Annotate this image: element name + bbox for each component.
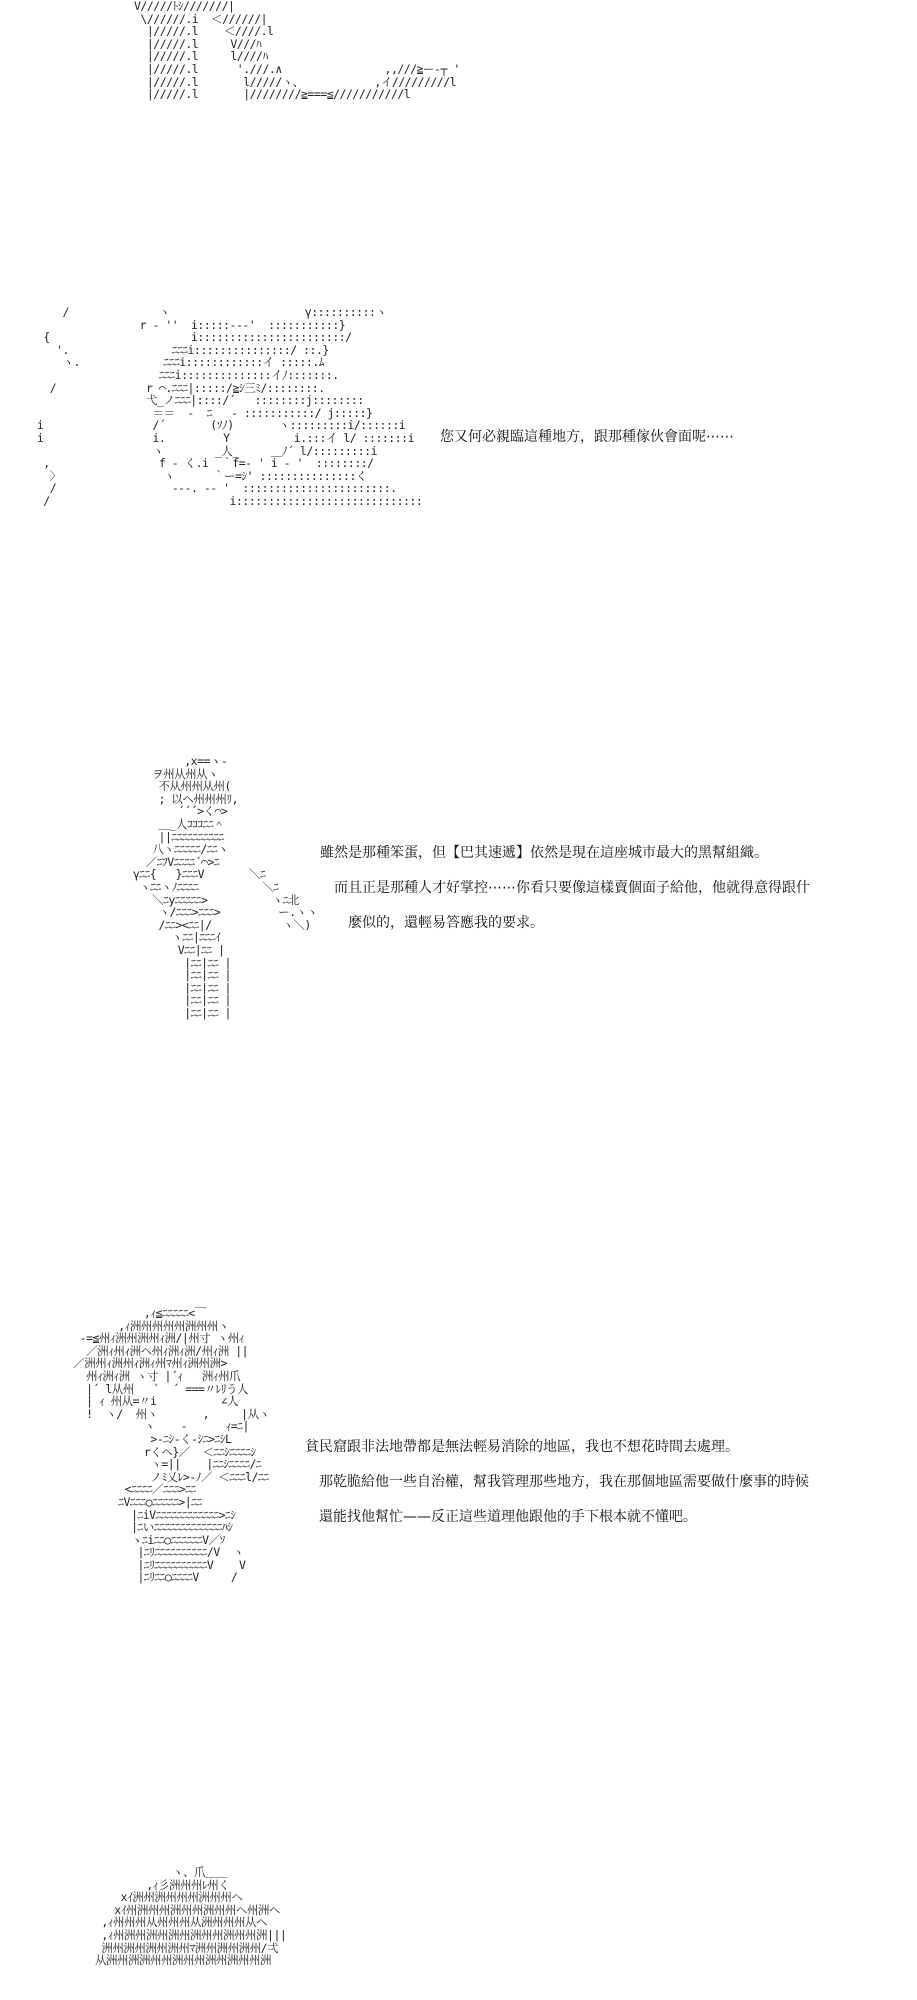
dialogue-line: 雖然是那種笨蛋，但【巴其速遞】依然是現在這座城市最大的黑幫組織。 [320,845,768,861]
dialogue-line: 那乾脆給他一些自治權，幫我管理那些地方，我在那個地區需要做什麼事的時候 [305,1474,809,1490]
ascii-art-figure: ヽ、爪＿＿ ,ｨ彡洲州州ﾚ州く xｲ洲州洲州州州洲州州ヘ xｲ州洲州州洲州州洲州州ヘ州洲ヘ ,ｨ州州州从州州州从洲州州州从ヘ ,ｨ州洲州洲州洲州洲州州洲州州洲||| 洲州洲州洲州洲州ﾏ洲州洲州洲州/弌 从洲州洲洲州州洲州州洲州洲州州洲 [94,1865,287,1968]
dialogue-line: 貧民窟跟非法地帶都是無法輕易消除的地區，我也不想花時間去處理。 [305,1439,739,1455]
ascii-art-figure: ,x==ヽ‐ ヲ州从州从ヽ 不从州州从州( ; 以ヘ州州州ﾘ, ´´´>く⌒> ＿_人ｺｺｺﾆﾆ＾ ||ﾆﾆﾆﾆﾆﾆﾆﾆﾆﾆ 八ヽﾆﾆﾆﾆﾆ/ﾆﾆヽ ／ﾆﾌVﾆﾆﾆﾆ´⌒>ﾆ γﾆﾆ{ }ﾆﾆﾆV ＼ﾆ ヽﾆﾆヽﾉﾆﾆﾆﾆ ＼ﾆ ＼ﾆyﾆﾆﾆﾆﾆ> ヽﾆ北 ヽ/ﾆﾆﾆ>ﾆﾆﾆ> ー.ヽヽ /ﾆﾆ><ﾆﾆ|/ ヽ＼) ヽﾆﾆ|ﾆﾆﾆｲ Vﾆﾆ|ﾆﾆ | |ﾆﾆ|ﾆﾆ | |ﾆﾆ|ﾆﾆ | |ﾆﾆ|ﾆﾆ | |ﾆﾆ|ﾆﾆ | |ﾆﾆ|ﾆﾆ | [132,754,318,1020]
dialogue-line: 還能找他幫忙——反正這些道理他跟他的手下根本就不懂吧。 [305,1509,697,1525]
ascii-art-figure: V/////ﾄｼ///////| \//////.i ＜//////| |/////.l ＜////.l |/////.l V///ﾊ |/////.l l////ﾊ |/////.l './//.∧ ,,///≧ー‐┬ ' |/////.l l/////ヽ、 ,イ/////////l |/////.l |////////≧===≦///////////l [134,0,460,102]
dialogue-text [320,836,810,941]
dialogue-line: 麼似的，還輕易答應我的要求。 [320,915,544,931]
dialogue-line: 您又何必親臨這種地方，跟那種傢伙會面呢⋯⋯ [440,429,734,445]
ascii-art-figure: ,ｨ≦ﾆﾆﾆﾆﾆ<￣ ,ｨ洲州州州州洲州州ヽ ‐=≦州ｨ洲州洲州ｨ洲/|州寸 ヽ州ｨ ／洲ｨ州ｨ洲ヘ州ｨ洲ｨ洲/州ｨ洲 || ／洲州ｨ洲州ｨ洲ｨ州ﾏ州ｨ洲州洲> 州ｨ洲ｨ洲 ヽ寸 |´ｨ 洲ｨ州爪 |´ l从州 ` ´ ===〃ﾚﾘう人 | ｨ 州从=〃i ∠人 ! ヽ/ 州ヽ , |从ヽ ヽ ‐ ｨ=ﾆ| >‐ﾆｼ‐く‐ｼﾆ>ﾆｼL rくヘ}／ ＜ﾆﾆｼﾆﾆﾆﾆｼ ヽ=|| |ﾆﾆｼﾆﾆﾆﾆ/ﾆ ノﾐ乂ﾚ>‐ﾉ／ ＜ﾆﾆﾆl/ﾆﾆ <ﾆﾆﾆﾆ／ﾆﾆﾆ>ﾆﾆ ﾆVﾆﾆﾆ○ﾆﾆﾆﾆﾆ>|ﾆﾆ |ﾆiVﾆﾆﾆﾆﾆﾆﾆﾆﾆﾆﾆﾆ>ﾆｼ |ﾆいﾆﾆﾆﾆﾆﾆﾆﾆﾆﾆﾆﾆﾆﾊｼ ヽﾆiﾆﾆ○ﾆﾆﾆﾆﾆﾆV／ｿ |ﾆﾘﾆﾆﾆﾆﾆﾆﾆﾆﾆﾆ/V ヽ |ﾆﾘﾆﾆﾆﾆﾆﾆﾆﾆﾆﾆV V |ﾆﾘﾆﾆ○ﾆﾆﾆﾆV / [73,1306,270,1585]
dialogue-text [440,420,734,455]
ascii-art-figure: / ヽ γ::::::::::ヽ r ‐ '' i:::::‐-‐' :::::::::::} { i:::::::::::::::::::::::/ '. ﾆﾆﾆi:::::::::::::::/ ::.} ヽ. ﾆﾆﾆi::::::::::::イ :::::.ﾑ ﾆﾆﾆi::::::::::::::イﾉ:::::::. / r ⌒.ﾆﾆﾆ|:::::/≧ｼ三ﾐ/::::::::. 弋_ノﾆﾆﾆ|::::/´ ::::::::j:::::::: ＝＝ ‐ ﾆ ‐ :::::::::::/ j:::::} i /´ (ｿﾉ) ヽ:::::::::i/::::::i i i. Y i.:::イ l/ :::::::i ヽ _人_ ＿ﾉ´ l/:::::::::i , f ‐ く.i ｀f=‐ ' i ‐ ' ::::::::/ 〉 ヽ ｀ー=ｼ' :::::::::::::::く / ‐‐‐. ‐‐ ' :::::::::::::::::::::::. / i::::::::::::::::::::::::::::: [36,305,423,508]
dialogue-line: 而且正是那種人才好掌控⋯⋯你看只要像這樣賣個面子給他，他就得意得跟什 [320,880,810,896]
dialogue-text [305,1430,809,1535]
